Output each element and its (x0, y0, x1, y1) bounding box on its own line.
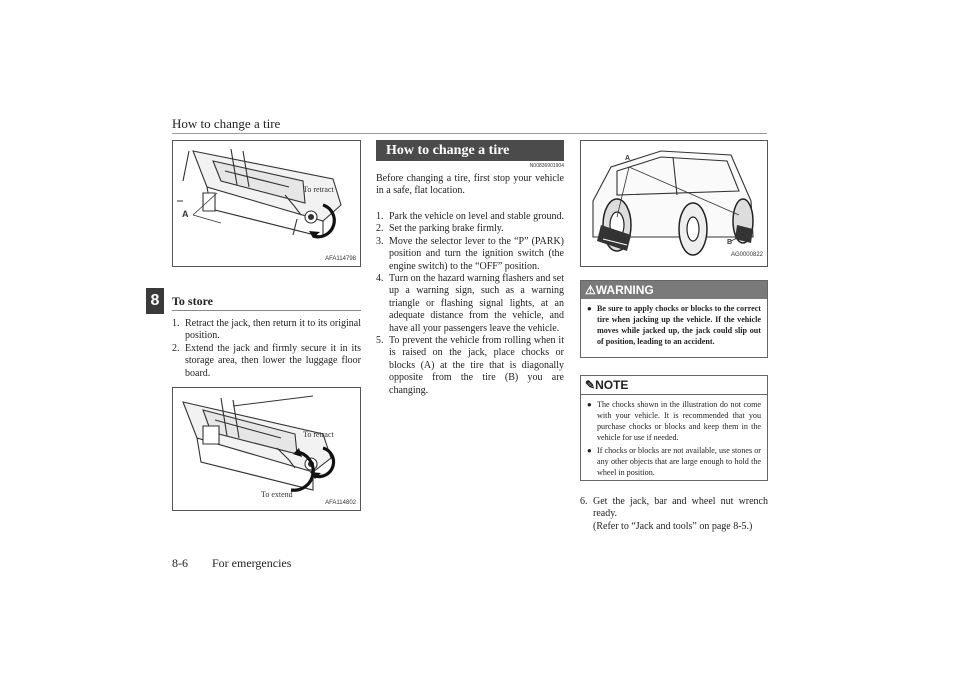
heading-to-store: To store (172, 294, 214, 308)
page-header-title: How to change a tire (172, 116, 281, 131)
figure-code: AFA114798 (325, 256, 356, 262)
note-icon: ✎ (585, 378, 596, 392)
figure-wheel-chocks (580, 140, 768, 267)
reference-code: N00836901904 (529, 163, 564, 169)
label-a: A (625, 155, 631, 162)
change-step-4: 4. Turn on the hazard warning flashers and set up a warning sign, such as a warning triangle or flashing signal lights, at an adequate distance from the vehicle, and have all your passengers leave the vehicle. (376, 273, 564, 334)
note-header (581, 376, 767, 395)
note-title: NOTE (595, 378, 629, 392)
label-b: B (727, 239, 733, 246)
section-tab: 8 (146, 288, 164, 314)
footer-chapter: For emergencies (212, 556, 292, 570)
warning-title: WARNING (595, 283, 654, 297)
section-banner: How to change a tire (376, 140, 564, 161)
warning-header (581, 281, 767, 299)
warning-item: ● Be sure to apply chocks or blocks to the correct tire when jacking up the vehicle. If the vehicle moves while jacked up, the jack could slip out of position, leading to an accident. (587, 304, 761, 346)
intro-paragraph: Before changing a tire, first stop your vehicle in a safe, flat location. (376, 173, 564, 197)
bullet-icon: ● (587, 446, 592, 455)
store-steps (172, 318, 361, 380)
cross-reference: (Refer to “Jack and tools” on page 8-5.) (593, 520, 753, 532)
warning-icon: ⚠ (585, 283, 596, 297)
note-body (581, 395, 767, 484)
footer-page-number: 8-6 (172, 556, 188, 570)
change-step-1: 1. Park the vehicle on level and stable ground. (376, 211, 564, 222)
figure-code: AFA114802 (325, 500, 356, 506)
bullet-icon: ● (587, 400, 592, 409)
jack-retract-illustration (173, 141, 360, 266)
label-to-extend: To extend (261, 490, 293, 499)
step-6 (580, 496, 768, 533)
change-step-5: 5. To prevent the vehicle from rolling when it is raised on the jack, place chocks or blocks (A) at the tire that is diagonally opposite from the tire (B) you are changing. (376, 335, 564, 396)
label-to-retract: To retract (303, 185, 334, 194)
change-steps (376, 211, 564, 397)
warning-box (580, 280, 768, 358)
header-rule (172, 133, 767, 134)
change-step-3: 3. Move the selector lever to the “P” (PARK) position and turn the ignition switch (the engine switch) to the “OFF” position. (376, 235, 564, 272)
figure-jack-extend (172, 387, 361, 511)
bullet-icon: ● (587, 304, 592, 313)
label-a: A (182, 209, 189, 219)
figure-code: AG0000822 (730, 252, 763, 258)
store-step-1: 1. Retract the jack, then return it to its original position. (172, 318, 361, 342)
figure-jack-retract (172, 140, 361, 267)
wheel-chocks-illustration (581, 141, 767, 266)
warning-body (581, 299, 767, 353)
note-box (580, 375, 768, 481)
note-item: ● If chocks or blocks are not available, use stones or any other objects that are large enough to hold the wheel in position. (587, 446, 761, 477)
heading-rule (172, 310, 361, 311)
store-step-2: 2. Extend the jack and firmly secure it in its storage area, then lower the luggage floor board. (172, 342, 361, 379)
label-to-retract: To retract (303, 430, 334, 439)
change-step-2: 2. Set the parking brake firmly. (376, 223, 504, 235)
note-item: ● The chocks shown in the illustration do not come with your vehicle. It is recommended that you purchase chocks or blocks and keep them in the vehicle for use if needed. (587, 400, 761, 442)
change-step-6: 6. Get the jack, bar and wheel nut wrench ready. (Refer to “Jack and tools” on page 8-5.) (580, 496, 768, 532)
